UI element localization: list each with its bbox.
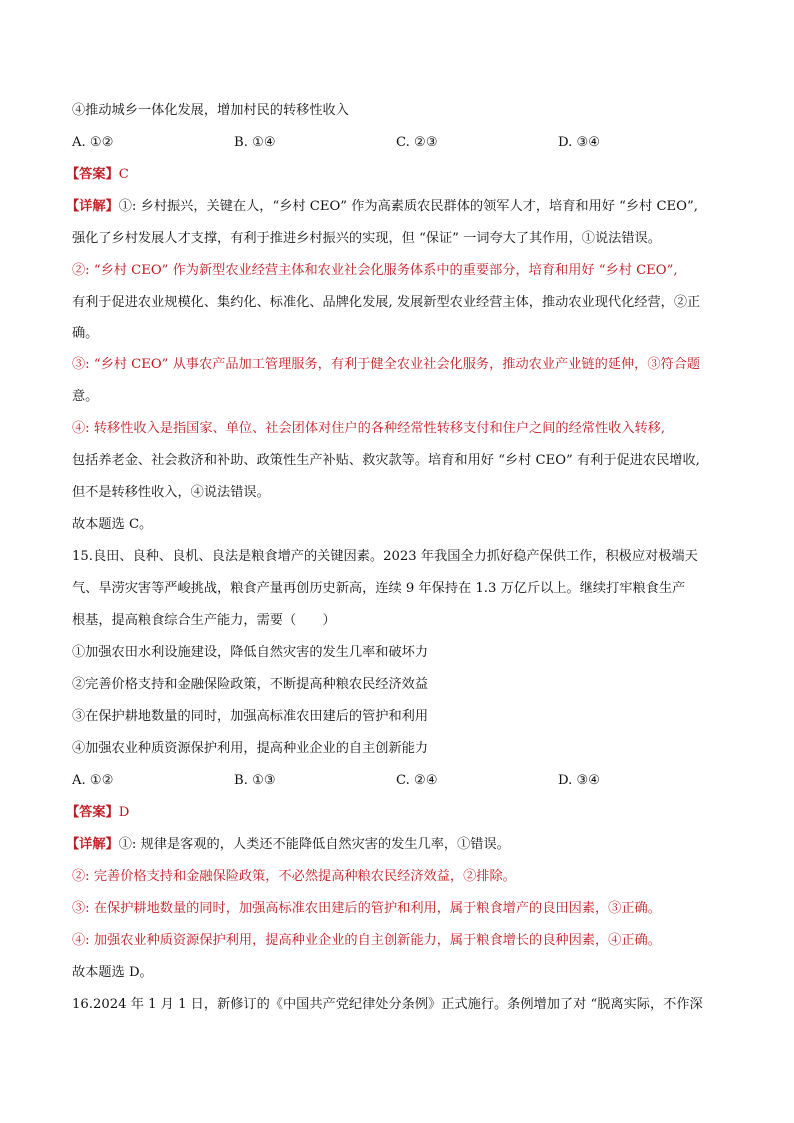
q14-choice-a: A. ①② (72, 135, 114, 150)
q14-detail-line-8: ④: 转移性收入是指国家、单位、社会团体对住户的各种经常性转移支付和住户之间的经常性收入转移, (72, 421, 666, 436)
q14-choice-c: C. ②③ (396, 135, 438, 150)
answer-label: 【答案】 (66, 167, 119, 182)
q15-choice-c: C. ②④ (396, 773, 438, 788)
q15-stem-line-1: 15.良田、良种、良机、良法是粮食增产的关键因素。2023 年我国全力抓好稳产保供工作，积极应对极端天 (72, 549, 698, 564)
q14-choice-b: B. ①④ (234, 135, 276, 150)
q15-option-3: ③在保护耕地数量的同时，加强高标准农田建后的管护和利用 (72, 709, 429, 724)
q14-option-4: ④推动城乡一体化发展，增加村民的转移性收入 (72, 103, 349, 118)
q15-detail-line-2: ②: 完善价格支持和金融保险政策，不必然提高种粮农民经济效益，②排除。 (72, 869, 516, 884)
q14-detail-line-9: 包括养老金、社会救济和补助、政策性生产补贴、救灾款等。培育和用好 “乡村 CEO” 有利于促进农民增收, (72, 453, 700, 468)
q15-option-1: ①加强农田水利设施建设，降低自然灾害的发生几率和破坏力 (72, 645, 429, 660)
answer-value: C (118, 167, 129, 182)
q15-choice-b: B. ①③ (234, 773, 276, 788)
q14-detail-line-6: ③: “乡村 CEO” 从事农产品加工管理服务，有利于健全农业社会化服务，推动农业产业链的延伸，③符合题 (72, 357, 701, 372)
q15-conclusion: 故本题选 D。 (72, 965, 153, 980)
q14-detail-line-4: 有利于促进农业规模化、集约化、标准化、品牌化发展, 发展新型农业经营主体，推动农业现代化经营，②正 (72, 295, 701, 310)
q14-conclusion: 故本题选 C。 (72, 517, 153, 532)
q14-detail-line-1 (66, 198, 698, 216)
q15-detail-line-1 (66, 836, 510, 854)
detail-text: ①: 规律是客观的，人类还不能降低自然灾害的发生几率，①错误。 (118, 837, 510, 852)
q14-detail-line-2: 强化了乡村发展人才支撑，有利于推进乡村振兴的实现，但 “保证” 一词夸大了其作用，①说法错误。 (72, 231, 661, 246)
q14-detail-line-5: 确。 (72, 326, 99, 341)
q14-choice-d: D. ③④ (558, 135, 601, 150)
q15-option-2: ②完善价格支持和金融保险政策，不断提高种粮农民经济效益 (72, 677, 429, 692)
q16-stem-line-1: 16.2024 年 1 月 1 日，新修订的《中国共产党纪律处分条例》正式施行。条例增加了对 “脱离实际，不作深 (72, 997, 703, 1012)
detail-label: 【详解】 (66, 199, 119, 214)
answer-value: D (118, 805, 130, 820)
q15-detail-line-4: ④: 加强农业种质资源保护利用，提高种业企业的自主创新能力，属于粮食增长的良种因素，④正确。 (72, 933, 661, 948)
q14-answer (66, 166, 129, 184)
q15-answer (66, 804, 129, 822)
q14-detail-line-7: 意。 (72, 389, 99, 404)
q14-detail-line-3: ②: “乡村 CEO” 作为新型农业经营主体和农业社会化服务体系中的重要部分，培育和用好 “乡村 CEO”, (72, 263, 678, 278)
q15-option-4: ④加强农业种质资源保护利用，提高种业企业的自主创新能力 (72, 741, 429, 756)
answer-label: 【答案】 (66, 805, 119, 820)
detail-text: ①: 乡村振兴，关键在人，“乡村 CEO” 作为高素质农民群体的领军人才，培育和用好 “乡村 CEO”, (118, 199, 698, 214)
q15-choice-d: D. ③④ (558, 773, 601, 788)
q15-detail-line-3: ③: 在保护耕地数量的同时，加强高标准农田建后的管护和利用，属于粮食增产的良田因素，③正确。 (72, 901, 661, 916)
q15-stem-line-2: 气、旱涝灾害等严峻挑战，粮食产量再创历史新高，连续 9 年保持在 1.3 万亿斤以上。继续打牢粮食生产 (72, 581, 686, 596)
q14-detail-line-10: 但不是转移性收入，④说法错误。 (72, 485, 270, 500)
q15-choice-a: A. ①② (72, 773, 114, 788)
detail-label: 【详解】 (66, 837, 119, 852)
q15-stem-line-3: 根基，提高粮食综合生产能力，需要（ ） (72, 613, 336, 628)
